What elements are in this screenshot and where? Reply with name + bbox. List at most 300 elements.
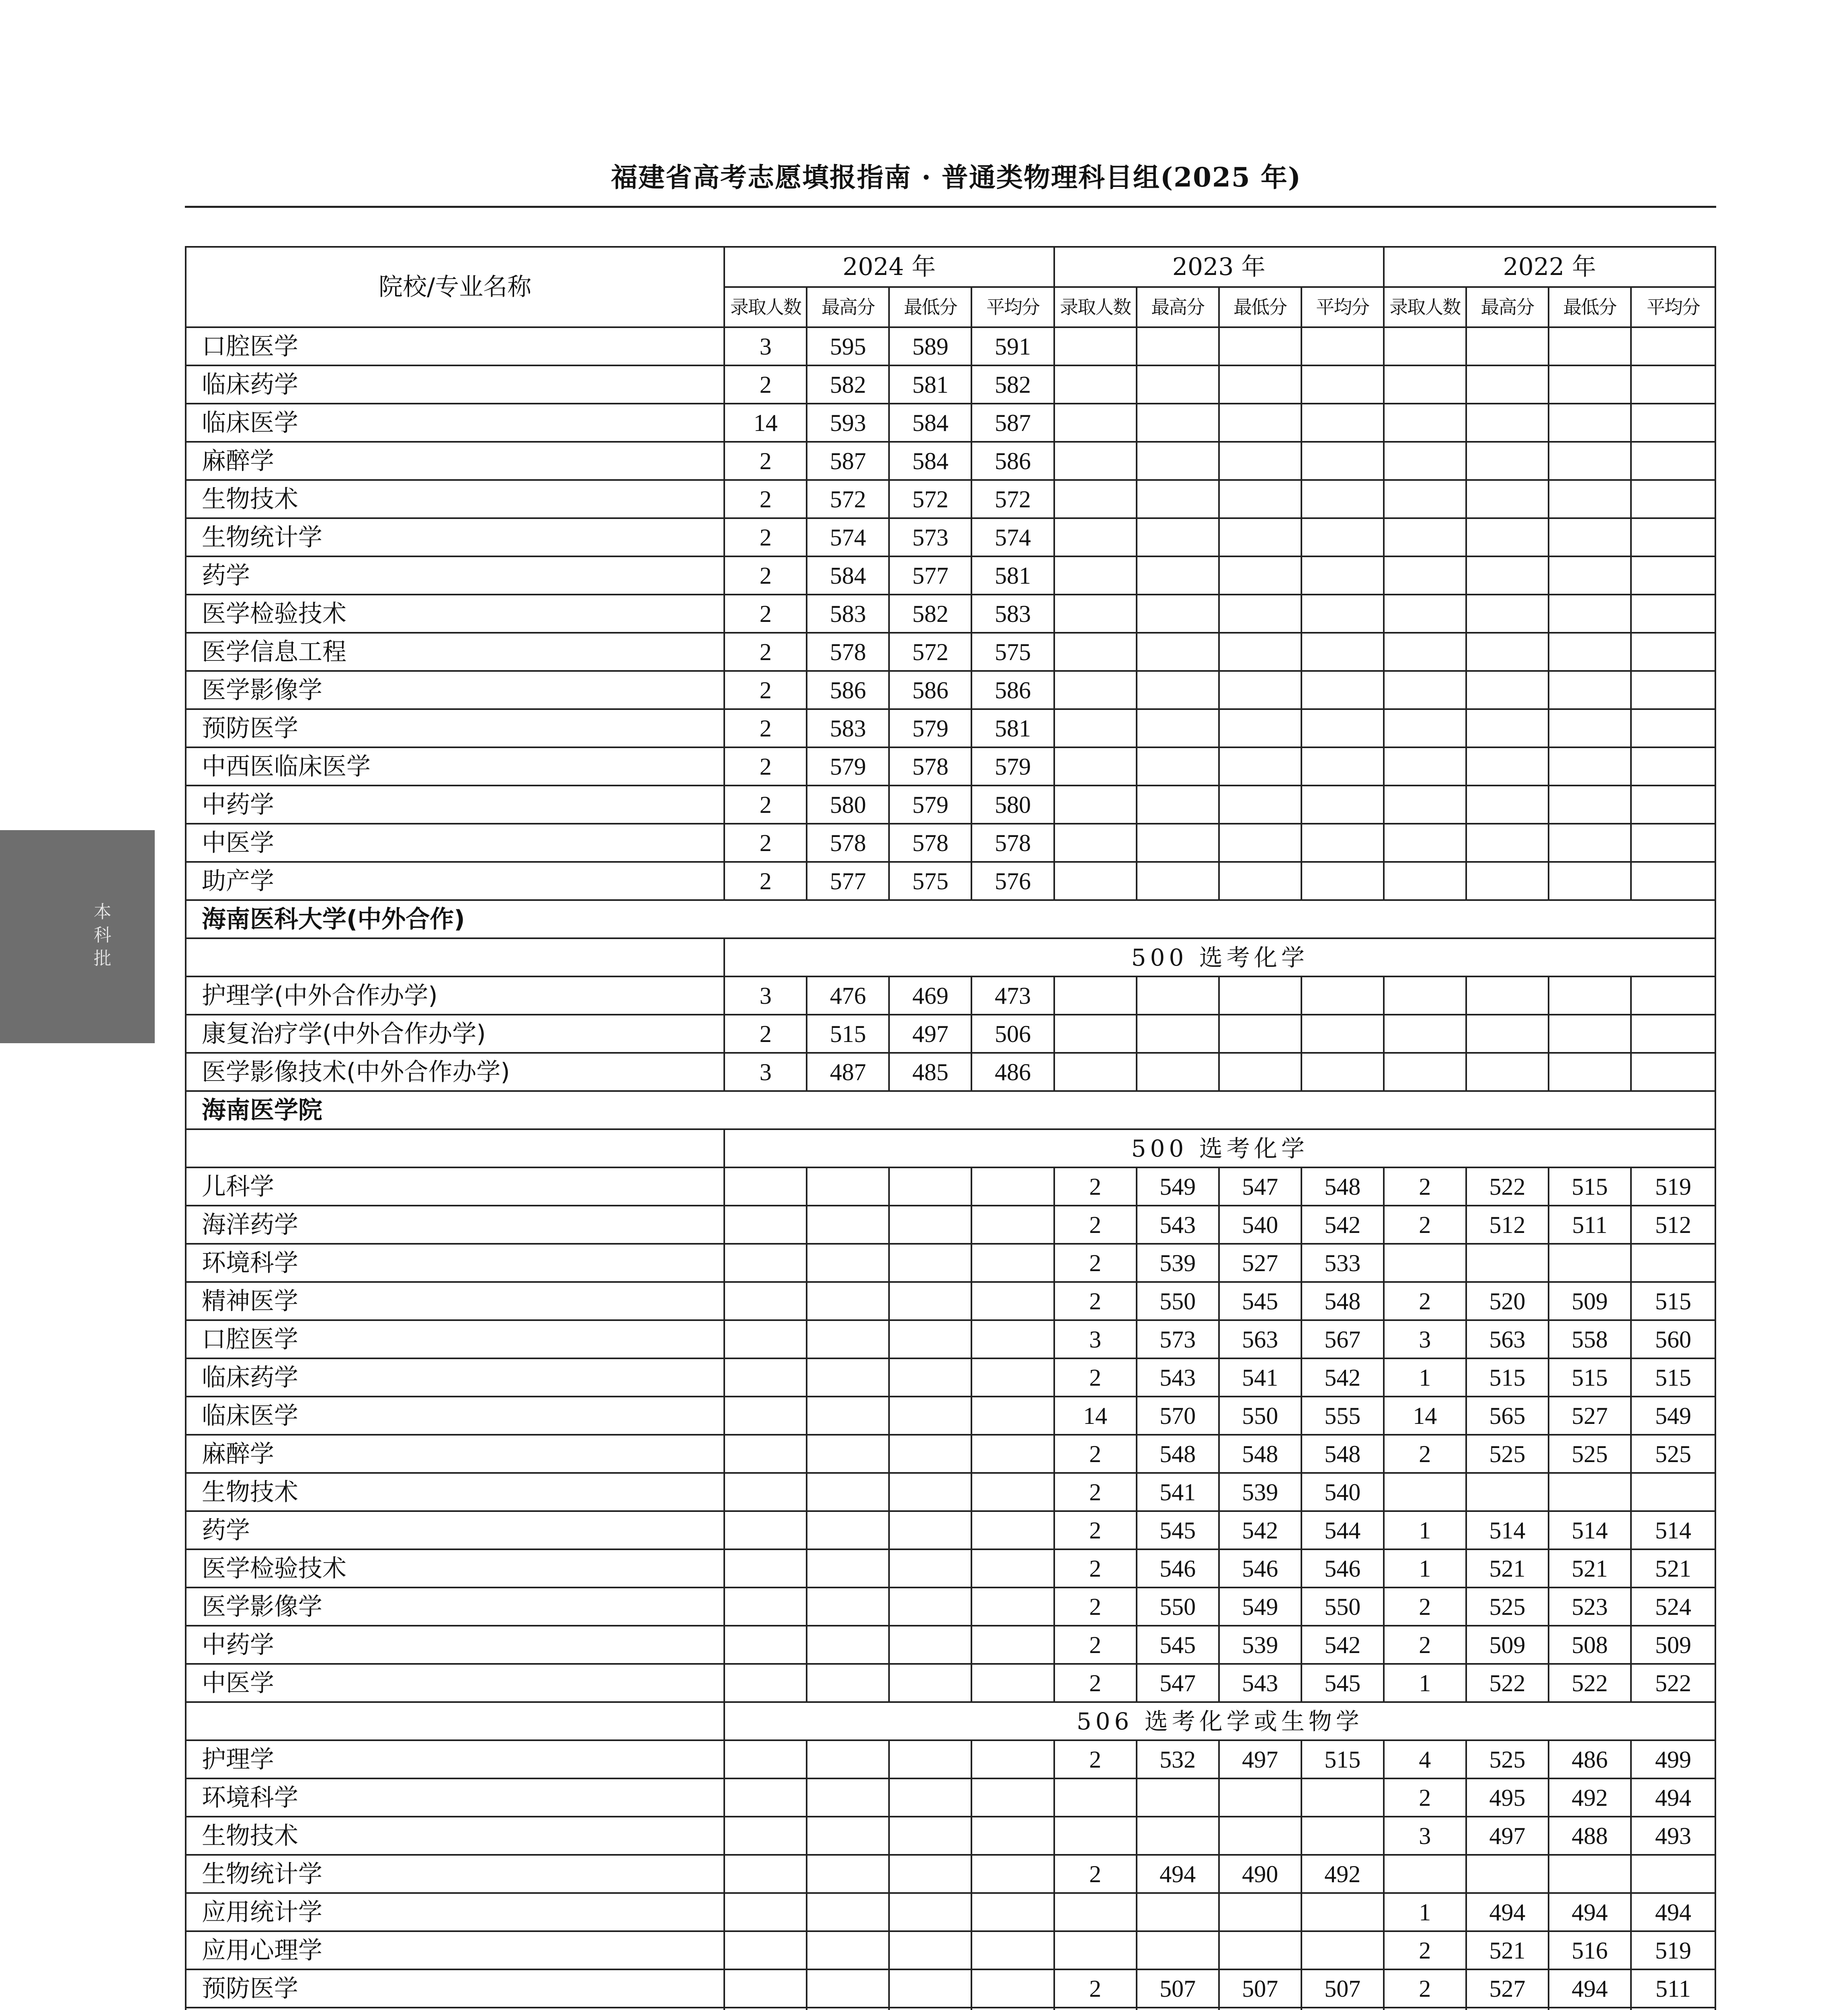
score-cell: 2 <box>724 824 807 862</box>
score-cell: 525 <box>1549 1435 1631 1473</box>
score-cell <box>1301 824 1384 862</box>
subject-requirement: 500 选考化学 <box>724 1129 1715 1167</box>
score-cell: 548 <box>1301 1167 1384 1206</box>
score-cell <box>889 1817 971 1855</box>
score-cell <box>1219 595 1301 633</box>
score-cell: 578 <box>807 633 889 671</box>
score-cell <box>1631 365 1715 404</box>
score-cell: 2 <box>1384 1167 1466 1206</box>
score-cell <box>971 1397 1054 1435</box>
score-cell <box>1301 1931 1384 1969</box>
score-cell <box>971 1817 1054 1855</box>
score-cell <box>971 2008 1054 2010</box>
score-cell <box>1631 1473 1715 1511</box>
score-cell: 499 <box>1631 1740 1715 1778</box>
table-row <box>186 1587 1715 1626</box>
score-cell: 545 <box>1219 1282 1301 1320</box>
score-cell: 549 <box>1137 1167 1219 1206</box>
score-cell <box>1384 480 1466 518</box>
score-cell: 578 <box>807 824 889 862</box>
score-cell <box>1301 1817 1384 1855</box>
score-cell <box>1466 1053 1549 1091</box>
score-cell <box>1466 747 1549 786</box>
score-cell <box>807 1473 889 1511</box>
score-cell <box>1301 1015 1384 1053</box>
score-cell: 516 <box>1549 1931 1631 1969</box>
score-cell <box>1219 1053 1301 1091</box>
score-cell <box>1301 2008 1384 2010</box>
table-row <box>186 824 1715 862</box>
score-cell <box>807 2008 889 2010</box>
score-cell <box>724 1282 807 1320</box>
sub-header-admitted-count: 录取人数 <box>1054 287 1137 327</box>
score-cell: 3 <box>1384 1817 1466 1855</box>
score-cell <box>889 1626 971 1664</box>
score-cell: 3 <box>724 976 807 1015</box>
score-cell <box>1549 480 1631 518</box>
major-name: 助产学 <box>186 862 724 900</box>
table-row <box>186 1015 1715 1053</box>
score-cell <box>1054 442 1137 480</box>
table-row <box>186 1817 1715 1855</box>
score-cell <box>1137 1015 1219 1053</box>
score-cell <box>889 1740 971 1778</box>
score-cell <box>724 1740 807 1778</box>
score-cell <box>1466 480 1549 518</box>
score-cell: 2 <box>1384 1626 1466 1664</box>
score-cell: 547 <box>1219 1167 1301 1206</box>
score-cell: 1 <box>1384 1549 1466 1587</box>
score-cell: 525 <box>1466 1740 1549 1778</box>
score-cell <box>1549 862 1631 900</box>
score-cell <box>889 1167 971 1206</box>
score-cell <box>1631 1244 1715 1282</box>
score-cell <box>1631 709 1715 747</box>
score-cell <box>1137 976 1219 1015</box>
score-cell: 497 <box>1466 1817 1549 1855</box>
score-cell <box>807 1549 889 1587</box>
score-cell: 1 <box>1384 1511 1466 1549</box>
score-cell <box>1137 786 1219 824</box>
score-cell: 2 <box>724 518 807 556</box>
score-cell: 486 <box>971 1053 1054 1091</box>
major-name: 生物统计学 <box>186 518 724 556</box>
score-cell: 2 <box>1384 1435 1466 1473</box>
score-cell: 514 <box>1631 1511 1715 1549</box>
score-cell <box>724 1587 807 1626</box>
score-cell <box>1301 556 1384 595</box>
major-name: 护理学 <box>186 1740 724 1778</box>
score-cell: 542 <box>1301 1626 1384 1664</box>
table-row <box>186 595 1715 633</box>
score-cell: 469 <box>889 976 971 1015</box>
score-cell <box>1054 709 1137 747</box>
score-cell: 515 <box>1301 1740 1384 1778</box>
score-cell: 543 <box>1219 1664 1301 1702</box>
score-cell <box>807 1397 889 1435</box>
score-cell <box>1301 709 1384 747</box>
score-cell <box>971 1587 1054 1626</box>
score-cell: 2 <box>1384 1282 1466 1320</box>
school-row <box>186 1091 1715 1129</box>
score-cell <box>1219 442 1301 480</box>
score-cell <box>1549 327 1631 365</box>
score-cell <box>971 1473 1054 1511</box>
requirement-row <box>186 938 1715 976</box>
score-cell <box>1549 518 1631 556</box>
score-cell: 550 <box>1137 1587 1219 1626</box>
score-cell <box>1631 480 1715 518</box>
score-cell: 2 <box>724 1015 807 1053</box>
score-cell: 543 <box>1137 1206 1219 1244</box>
score-cell: 578 <box>889 824 971 862</box>
table-row <box>186 556 1715 595</box>
score-cell <box>1631 327 1715 365</box>
table-row <box>186 1778 1715 1817</box>
score-cell: 576 <box>971 862 1054 900</box>
score-cell <box>1466 365 1549 404</box>
table-row <box>186 1855 1715 1893</box>
score-cell: 485 <box>889 1053 971 1091</box>
score-cell <box>1549 2008 1631 2010</box>
score-cell <box>1549 404 1631 442</box>
score-cell <box>807 1931 889 1969</box>
table-row <box>186 327 1715 365</box>
score-cell <box>724 1778 807 1817</box>
score-cell <box>1054 518 1137 556</box>
score-cell: 532 <box>1137 1740 1219 1778</box>
requirement-blank-cell <box>186 938 724 976</box>
major-name: 医学检验技术 <box>186 595 724 633</box>
score-cell: 583 <box>807 595 889 633</box>
score-cell <box>889 1969 971 2008</box>
score-cell: 515 <box>1549 1358 1631 1397</box>
score-cell: 539 <box>1219 1473 1301 1511</box>
score-cell: 492 <box>1549 1778 1631 1817</box>
score-cell: 1 <box>1384 1358 1466 1397</box>
score-cell: 580 <box>807 786 889 824</box>
score-cell <box>1631 862 1715 900</box>
score-cell <box>1466 976 1549 1015</box>
score-cell: 2 <box>724 786 807 824</box>
sub-header-min-score: 最低分 <box>889 287 971 327</box>
column-header-year-2023: 2023 年 <box>1054 247 1384 287</box>
score-cell: 515 <box>807 1015 889 1053</box>
score-cell <box>724 1893 807 1931</box>
score-cell: 544 <box>1301 1511 1384 1549</box>
score-cell <box>1301 442 1384 480</box>
score-cell: 514 <box>1466 1511 1549 1549</box>
score-cell: 578 <box>971 824 1054 862</box>
score-cell: 572 <box>971 480 1054 518</box>
major-name: 海洋药学 <box>186 1206 724 1244</box>
score-cell: 2 <box>1054 1473 1137 1511</box>
score-cell <box>1219 1015 1301 1053</box>
major-name: 药学 <box>186 556 724 595</box>
score-cell <box>1466 442 1549 480</box>
score-cell: 14 <box>1384 1397 1466 1435</box>
score-cell: 543 <box>1137 1358 1219 1397</box>
score-cell: 2 <box>1054 1435 1137 1473</box>
requirement-blank-cell <box>186 1129 724 1167</box>
score-cell: 2 <box>724 747 807 786</box>
score-cell: 487 <box>807 1053 889 1091</box>
sub-header-admitted-count: 录取人数 <box>724 287 807 327</box>
table-row <box>186 1282 1715 1320</box>
score-cell: 515 <box>1631 1282 1715 1320</box>
score-cell: 2 <box>1054 1740 1137 1778</box>
table-row <box>186 1664 1715 1702</box>
score-cell <box>807 1740 889 1778</box>
score-cell: 2 <box>1384 1778 1466 1817</box>
score-cell <box>1137 518 1219 556</box>
score-cell: 3 <box>724 327 807 365</box>
score-cell: 586 <box>807 671 889 709</box>
score-cell <box>1054 671 1137 709</box>
table-row <box>186 976 1715 1015</box>
school-name: 海南医学院 <box>186 1091 1715 1129</box>
score-cell <box>1301 518 1384 556</box>
score-cell: 14 <box>724 404 807 442</box>
score-cell <box>724 1969 807 2008</box>
score-cell: 519 <box>1631 1167 1715 1206</box>
score-cell: 550 <box>1137 1282 1219 1320</box>
score-cell: 539 <box>1137 1244 1219 1282</box>
score-cell <box>971 1358 1054 1397</box>
major-name: 生物技术 <box>186 1473 724 1511</box>
score-cell <box>1054 365 1137 404</box>
score-cell <box>1301 365 1384 404</box>
score-cell: 563 <box>1466 1320 1549 1358</box>
score-cell <box>1137 1817 1219 1855</box>
score-cell <box>1631 595 1715 633</box>
score-cell <box>889 1549 971 1587</box>
score-cell: 581 <box>889 365 971 404</box>
section-side-tab <box>0 830 155 1043</box>
score-cell <box>1137 404 1219 442</box>
score-cell <box>889 1244 971 1282</box>
score-cell <box>971 1778 1054 1817</box>
score-cell: 586 <box>971 671 1054 709</box>
sub-header-avg-score: 平均分 <box>1631 287 1715 327</box>
score-cell <box>971 1282 1054 1320</box>
score-cell: 549 <box>1631 1397 1715 1435</box>
score-cell <box>1384 1015 1466 1053</box>
score-cell: 548 <box>1301 1282 1384 1320</box>
score-cell: 506 <box>971 1015 1054 1053</box>
score-cell <box>807 1511 889 1549</box>
column-header-name: 院校/专业名称 <box>186 247 724 327</box>
major-name: 医学检验技术 <box>186 1549 724 1587</box>
table-row <box>186 671 1715 709</box>
score-cell <box>724 2008 807 2010</box>
score-cell <box>889 1511 971 1549</box>
score-cell <box>724 1244 807 1282</box>
score-cell <box>1631 747 1715 786</box>
score-cell: 586 <box>971 442 1054 480</box>
score-cell: 2 <box>1054 1206 1137 1244</box>
score-cell <box>971 1511 1054 1549</box>
score-cell <box>971 1549 1054 1587</box>
score-cell <box>1466 595 1549 633</box>
table-row <box>186 1740 1715 1778</box>
score-cell: 2 <box>724 365 807 404</box>
table-row <box>186 747 1715 786</box>
score-cell: 595 <box>807 327 889 365</box>
major-name: 预防医学 <box>186 1969 724 2008</box>
score-cell <box>807 1817 889 1855</box>
score-cell: 525 <box>1631 1435 1715 1473</box>
score-cell <box>1466 2008 1549 2010</box>
score-cell: 584 <box>807 556 889 595</box>
score-cell: 558 <box>1549 1320 1631 1358</box>
score-cell <box>1549 709 1631 747</box>
score-cell <box>1054 480 1137 518</box>
score-cell <box>1219 633 1301 671</box>
score-cell: 3 <box>1054 1320 1137 1358</box>
score-cell <box>1054 327 1137 365</box>
score-cell: 574 <box>971 518 1054 556</box>
major-name: 医学信息工程 <box>186 633 724 671</box>
score-cell <box>1219 518 1301 556</box>
score-cell: 2 <box>1384 1587 1466 1626</box>
score-cell: 549 <box>1219 1587 1301 1626</box>
major-name: 医学影像技术(中外合作办学) <box>186 1053 724 1091</box>
score-cell: 493 <box>1631 1817 1715 1855</box>
score-cell <box>1054 2008 1137 2010</box>
table-row <box>186 442 1715 480</box>
score-cell <box>1137 442 1219 480</box>
score-cell: 2 <box>1384 1206 1466 1244</box>
score-cell <box>889 1397 971 1435</box>
score-cell: 545 <box>1137 1626 1219 1664</box>
score-cell <box>889 1320 971 1358</box>
score-cell: 521 <box>1466 1549 1549 1587</box>
score-cell <box>1054 404 1137 442</box>
score-cell: 2 <box>724 556 807 595</box>
score-cell: 575 <box>889 862 971 900</box>
score-cell <box>1137 747 1219 786</box>
score-cell <box>1137 480 1219 518</box>
score-cell <box>1054 1053 1137 1091</box>
score-cell: 584 <box>889 404 971 442</box>
score-cell <box>889 1206 971 1244</box>
score-cell: 547 <box>1137 1664 1219 1702</box>
score-cell <box>724 1358 807 1397</box>
score-cell <box>1137 1053 1219 1091</box>
score-cell: 14 <box>1054 1397 1137 1435</box>
score-cell <box>1384 633 1466 671</box>
score-cell <box>1219 327 1301 365</box>
score-cell <box>1384 747 1466 786</box>
score-cell: 494 <box>1466 1893 1549 1931</box>
score-cell: 2 <box>1054 1587 1137 1626</box>
score-cell <box>1137 633 1219 671</box>
table-row <box>186 1053 1715 1091</box>
major-name: 儿科学 <box>186 1167 724 1206</box>
score-cell <box>1219 480 1301 518</box>
score-cell <box>724 1855 807 1893</box>
score-cell: 565 <box>1466 1397 1549 1435</box>
major-name: 中医学 <box>186 824 724 862</box>
score-cell <box>1384 404 1466 442</box>
score-cell <box>1466 556 1549 595</box>
score-cell <box>1054 1893 1137 1931</box>
score-cell <box>1631 1053 1715 1091</box>
score-cell: 572 <box>889 633 971 671</box>
score-cell <box>971 1167 1054 1206</box>
table-row <box>186 365 1715 404</box>
score-cell: 2 <box>724 633 807 671</box>
score-cell: 509 <box>1631 1626 1715 1664</box>
score-cell <box>1466 709 1549 747</box>
score-cell: 4 <box>1384 1740 1466 1778</box>
score-cell <box>889 1664 971 1702</box>
score-cell <box>1137 1893 1219 1931</box>
score-cell: 545 <box>1301 1664 1384 1702</box>
score-cell <box>1054 1015 1137 1053</box>
table-row <box>186 1435 1715 1473</box>
score-cell <box>971 1740 1054 1778</box>
score-cell: 540 <box>1219 1206 1301 1244</box>
major-name: 中西医临床医学 <box>186 747 724 786</box>
score-cell <box>1054 1817 1137 1855</box>
score-cell <box>1549 824 1631 862</box>
score-cell <box>1054 824 1137 862</box>
score-cell: 582 <box>807 365 889 404</box>
major-name <box>186 2008 724 2010</box>
score-cell <box>1384 518 1466 556</box>
table-row <box>186 1969 1715 2008</box>
score-cell: 563 <box>1219 1320 1301 1358</box>
major-name: 生物统计学 <box>186 1855 724 1893</box>
sub-header-max-score: 最高分 <box>1466 287 1549 327</box>
score-cell <box>1549 633 1631 671</box>
major-name: 口腔医学 <box>186 1320 724 1358</box>
score-cell: 2 <box>1384 1931 1466 1969</box>
score-cell: 512 <box>1466 1206 1549 1244</box>
score-cell: 591 <box>971 327 1054 365</box>
score-cell: 2 <box>724 480 807 518</box>
score-cell <box>1219 824 1301 862</box>
score-cell <box>1137 2008 1219 2010</box>
score-cell <box>1137 556 1219 595</box>
score-cell <box>1219 556 1301 595</box>
score-cell <box>1466 1244 1549 1282</box>
score-cell: 497 <box>1219 1740 1301 1778</box>
score-cell: 494 <box>1137 1855 1219 1893</box>
score-cell <box>889 1893 971 1931</box>
table-row <box>186 480 1715 518</box>
score-cell <box>1384 1053 1466 1091</box>
score-cell: 521 <box>1549 1549 1631 1587</box>
score-cell <box>1549 1015 1631 1053</box>
sub-header-max-score: 最高分 <box>807 287 889 327</box>
score-cell: 1 <box>1384 1893 1466 1931</box>
score-cell: 2 <box>1054 1282 1137 1320</box>
score-cell <box>1219 671 1301 709</box>
score-cell <box>1384 556 1466 595</box>
score-cell <box>1054 595 1137 633</box>
subject-requirement: 500 选考化学 <box>724 938 1715 976</box>
score-cell: 583 <box>807 709 889 747</box>
score-cell <box>1301 1893 1384 1931</box>
score-cell <box>1301 671 1384 709</box>
score-cell <box>807 1358 889 1397</box>
score-cell: 548 <box>1137 1435 1219 1473</box>
score-cell <box>807 1587 889 1626</box>
score-cell <box>1301 480 1384 518</box>
